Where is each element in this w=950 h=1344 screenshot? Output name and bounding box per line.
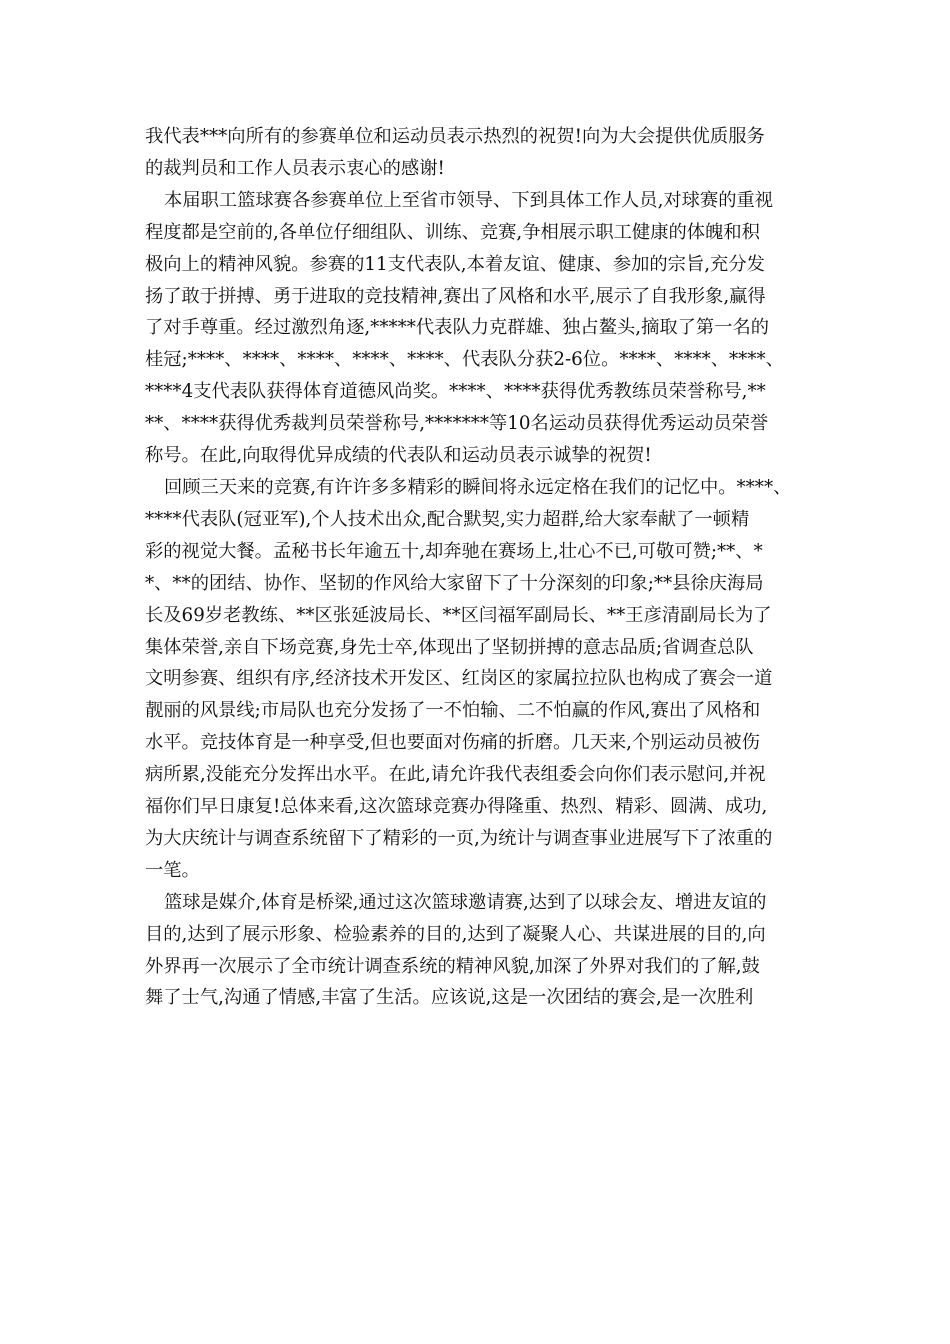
text-line: 福你们早日康复!总体来看,这次篮球竞赛办得隆重、热烈、精彩、圆满、成功,: [145, 796, 768, 818]
text-line: 彩的视觉大餐。孟秘书长年逾五十,却奔驰在赛场上,壮心不已,可敬可赞;**、*: [145, 540, 763, 562]
text-line: 了对手尊重。经过激烈角逐,*****代表队力克群雄、独占鳌头,摘取了第一名的: [145, 317, 770, 339]
text-line: 水平。竞技体育是一种享受,但也要面对伤痛的折磨。几天来,个别运动员被伤: [145, 732, 760, 754]
text-line: 桂冠;****、****、****、****、****、代表队分获2-6位。****、****、****、: [145, 349, 784, 371]
text-line: 集体荣誉,亲自下场竞赛,身先士卒,体现出了坚韧拼搏的意志品质;省调查总队: [145, 636, 754, 658]
text-line: 本届职工篮球赛各参赛单位上至省市领导、下到具体工作人员,对球赛的重视: [164, 189, 774, 211]
text-line: ****4支代表队获得体育道德风尚奖。****、****获得优秀教练员荣誉称号,**: [145, 381, 766, 403]
text-line: *、**的团结、协作、坚韧的作风给大家留下了十分深刻的印象;**县徐庆海局: [145, 572, 764, 594]
text-line: 长及69岁老教练、**区张延波局长、**区闫福军副局长、**王彦清副局长为了: [145, 604, 772, 626]
text-line: **、****获得优秀裁判员荣誉称号,*******等10名运动员获得优秀运动员荣誉: [145, 413, 769, 435]
text-line: 称号。在此,向取得优异成绩的代表队和运动员表示诚挚的祝贺!: [145, 445, 652, 467]
text-line: 回顾三天来的竞赛,有许许多多精彩的瞬间将永远定格在我们的记忆中。****、: [164, 476, 792, 498]
text-line: 极向上的精神风貌。参赛的11支代表队,本着友谊、健康、参加的宗旨,充分发: [145, 253, 765, 275]
text-line: ****代表队(冠亚军),个人技术出众,配合默契,实力超群,给大家奉献了一顿精: [145, 508, 750, 530]
document-body-text: [145, 121, 810, 1014]
text-line: 目的,达到了展示形象、检验素养的目的,达到了凝聚人心、共谋进展的目的,向: [145, 923, 766, 945]
text-line: 一笔。: [145, 859, 200, 881]
text-line: 靓丽的风景线;市局队也充分发扬了一不怕输、二不怕赢的作风,赛出了风格和: [145, 700, 761, 722]
text-line: 我代表***向所有的参赛单位和运动员表示热烈的祝贺!向为大会提供优质服务: [145, 126, 765, 147]
text-line: 程度都是空前的,各单位仔细组队、训练、竞赛,争相展示职工健康的体魄和积: [145, 221, 760, 243]
text-line: 外界再一次展示了全市统计调查系统的精神风貌,加深了外界对我们的了解,鼓: [145, 955, 760, 977]
text-line: 的裁判员和工作人员表示衷心的感谢!: [145, 157, 445, 179]
text-line: 文明参赛、组织有序,经济技术开发区、红岗区的家属拉拉队也构成了赛会一道: [145, 668, 773, 690]
text-line: 舞了士气,沟通了情感,丰富了生活。应该说,这是一次团结的赛会,是一次胜利: [145, 987, 754, 1009]
text-line: 扬了敢于拼搏、勇于进取的竞技精神,赛出了风格和水平,展示了自我形象,赢得: [145, 285, 766, 307]
text-line: 篮球是媒介,体育是桥梁,通过这次篮球邀请赛,达到了以球会友、增进友谊的: [164, 891, 767, 913]
text-line: 为大庆统计与调查系统留下了精彩的一页,为统计与调查事业进展写下了浓重的: [145, 827, 773, 849]
text-line: 病所累,没能充分发挥出水平。在此,请允许我代表组委会向你们表示慰问,并祝: [145, 764, 766, 786]
